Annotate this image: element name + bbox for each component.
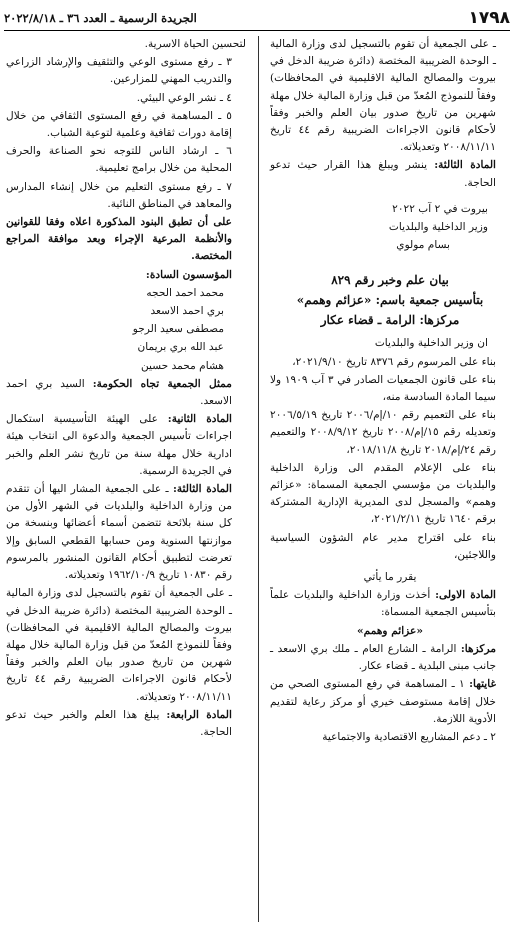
page-number: ١٧٩٨ xyxy=(468,8,510,28)
article-3-label: المادة الثالثة: xyxy=(434,159,496,172)
article-2-paragraph xyxy=(6,411,246,480)
founder-name: عبد الله بري بريمان xyxy=(137,341,224,354)
goal-2-start: ٢ ـ دعم المشاريع الاقتصادية والاجتماعية xyxy=(322,730,496,743)
hq-label: مركزها: xyxy=(460,642,496,655)
article-2-label: المادة الثانية: xyxy=(167,413,232,426)
column-divider xyxy=(258,36,259,922)
goal-4: ٤ ـ نشر الوعي البيئي. xyxy=(136,91,232,104)
date-line: بيروت في ٢ آب ٢٠٢٢ xyxy=(392,202,488,215)
goals-label: غايتها: xyxy=(469,678,496,691)
article-1-label: المادة الاولى: xyxy=(435,589,496,602)
minister-intro: ان وزير الداخلية والبلديات xyxy=(374,337,488,350)
goal-3: ٣ ـ رفع مستوى الوعي والتثقيف والإرشاد الزراعي والتدريب المهني للمزارعين. xyxy=(6,56,232,86)
article-2-text: على الهيئة التأسيسية استكمال اجراءات تأسيس الجمعية والدعوة الى انتخاب هيئة ادارية خلال مهلة سنة من تاريخ نشر العلم والخبر في الجريدة الرسمية. xyxy=(6,413,232,477)
decides-heading: يقرر ما يأتي xyxy=(363,571,417,584)
founder-name: محمد احمد الحجه xyxy=(146,286,224,299)
basis-4: بناء على الإعلام المقدم الى وزارة الداخلية والبلديات من مؤسسي الجمعية المسماة: «عزائم وهمم» والمسجل لدى المديرية الإدارية المشتركة برقم ١٦٤٠ تاريخ ٢٠٢١/٢/١١، xyxy=(270,461,496,526)
basis-5: بناء على اقتراح مدير عام الشؤون السياسية واللاجئين، xyxy=(270,531,496,561)
founders-list xyxy=(6,285,246,375)
article-3-paragraph xyxy=(270,157,510,191)
hq-text: الرامة ـ الشارع العام ـ ملك بري الاسعد ـ جانب مبنى البلدية ـ قضاء عكار. xyxy=(270,642,496,673)
founders-label: المؤسسون السادة: xyxy=(145,268,232,281)
article-1-text: أخذت وزارة الداخلية والبلديات علماً بتأسيس الجمعية المسماة: xyxy=(270,589,496,619)
article-3-label: المادة الثالثة: xyxy=(172,483,232,496)
founder-name: هشام محمد حسين xyxy=(140,359,224,372)
page-header xyxy=(4,6,510,31)
condition-paragraph: على أن تطبق البنود المذكورة اعلاه وفقا للقوانين والأنظمة المرعية الإجراء وبعد موافقة المراجع المختصة. xyxy=(6,216,232,263)
minister-title: وزير الداخلية والبلديات xyxy=(388,221,488,234)
representative-label: ممثل الجمعية تجاه الحكومة: xyxy=(92,377,232,390)
registration-paragraph: ـ على الجمعية أن تقوم بالتسجيل لدى وزارة المالية ـ الوحدة الضريبية المختصة (دائرة ضريبة الدخل في بيروت والمصالح المالية الاقليمية في المحافظات) وفقاً للنموذج المُعدّ من قبل وزارة المالية خلال مهلة شهرين من تاريخ صدور بيان العلم والخبر وفقاً لأحكام قانون الاجراءات الضريبية رقم ٤٤ تاريخ ٢٠٠٨/١١/١١ وتعديلاته. xyxy=(6,587,233,703)
basis-3: بناء على التعميم رقم ١٠/إم/٢٠٠٦ تاريخ ٢٠٠٦/٥/١٩ وتعديله رقم ١٥/إم/٢٠٠٨ تاريخ ٢٠٠٨/٩/١٢ والتعميم رقم ٢٤/إم/٢٠١٨ تاريخ ٢٠١٨/١١/٨، xyxy=(270,409,496,456)
goal-1-paragraph xyxy=(270,676,510,728)
hq-paragraph xyxy=(270,641,510,675)
running-head: الجريدة الرسمية ـ العدد ٣٦ ـ ٢٠٢٢/٨/١٨ xyxy=(4,11,197,25)
decree-title: بيان علم وخبر رقم ٨٢٩ xyxy=(331,273,449,288)
right-column xyxy=(270,36,510,747)
representative-paragraph xyxy=(6,376,246,410)
representative-name: السيد بري احمد الاسعد. xyxy=(6,377,232,408)
registration-paragraph: ـ على الجمعية أن تقوم بالتسجيل لدى وزارة المالية ـ الوحدة الضريبية المختصة (دائرة ضريبة الدخل في بيروت والمصالح المالية الاقليمية في المحافظات) وفقاً للنموذج المُعدّ من قبل وزارة المالية خلال مهلة شهرين من تاريخ صدور بيان العلم والخبر وفقاً لأحكام قانون الاجراءات الضريبية رقم ٤٤ تاريخ ٢٠٠٨/١١/١١ وتعديلاته. xyxy=(270,38,497,154)
goal-2-continuation: لتحسين الحياة الاسرية. xyxy=(144,38,246,50)
decree-subtitle: بتأسيس جمعية باسم: «عزائم وهمم» xyxy=(296,293,484,308)
article-3-text: ـ على الجمعية المشار اليها أن تتقدم من وزارة الداخلية والبلديات في الشهر الأول من كل سنة بلائحة تتضمن أسماء أعضائها وبنسخة من موازنتها السنوية ومن حسابها القطعي السابق وإلا تعرضت لتطبيق أحكام القانون المنشور بالمرسوم رقم ١٠٨٣٠ تاريخ ١٩٦٢/١٠/٩ وتعديلاته. xyxy=(6,483,232,582)
founder-name: بري احمد الاسعد xyxy=(150,305,224,318)
article-4-label: المادة الرابعة: xyxy=(166,708,232,721)
article-4-text: يبلغ هذا العلم والخبر حيث تدعو الحاجة. xyxy=(6,708,232,738)
goal-5: ٥ ـ المساهمة في رفع المستوى الثقافي من خلال إقامة دورات ثقافية وعلمية لتوعية الشباب. xyxy=(6,109,232,140)
decree-hq: مركزها: الرامة ـ قضاء عكار xyxy=(320,313,460,328)
goal-1-text: ١ ـ المساهمة في رفع المستوى الصحي من خلال إقامة مستوصف خيري أو مركز رعاية لتقديم الأدوية اللازمة. xyxy=(270,678,496,725)
association-name: «عزائم وهمم» xyxy=(357,624,423,637)
minister-name: بسام مولوي xyxy=(396,239,450,252)
goal-6: ٦ ـ ارشاد الناس للتوجه نحو الصناعة والحرف المحلية من خلال برامج تعليمية. xyxy=(6,145,232,175)
basis-2: بناء على قانون الجمعيات الصادر في ٣ آب ١٩٠٩ ولا سيما المادة السادسة منه، xyxy=(270,373,496,404)
article-4-paragraph xyxy=(6,707,246,741)
article-3-text: ينشر ويبلغ هذا القرار حيث تدعو الحاجة. xyxy=(270,159,496,189)
article-3-paragraph xyxy=(6,481,246,584)
basis-1: بناء على المرسوم رقم ٨٣٧٦ تاريخ ٢٠٢١/٩/١٠، xyxy=(292,355,496,368)
left-column xyxy=(6,36,246,742)
founder-name: مصطفى سعيد الرجو xyxy=(132,323,224,336)
goal-7: ٧ ـ رفع مستوى التعليم من خلال إنشاء المدارس والمعاهد في المناطق النائية. xyxy=(6,180,232,210)
article-1-paragraph xyxy=(270,587,510,621)
